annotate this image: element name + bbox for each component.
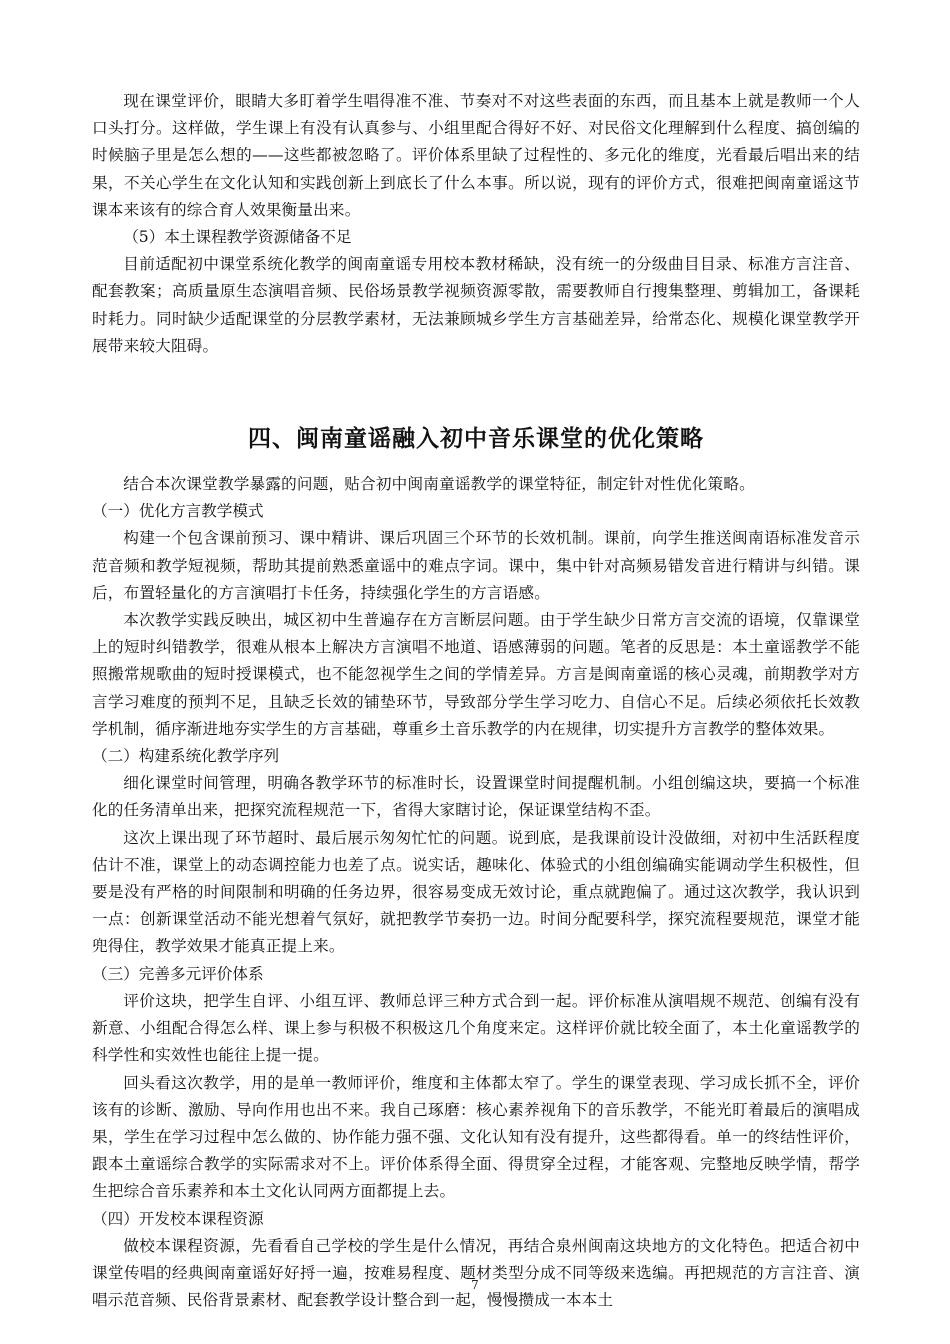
paragraph-evaluation-problem: 现在课堂评价，眼睛大多盯着学生唱得准不准、节奏对不对这些表面的东西，而且基本上就是教师一个人口头打分。这样做，学生课上有没有认真参与、小组里配合得好不好、对民俗文化理解到什么程度、搞创编的时候脑子里是怎么想的——这些都被忽略了。评价体系里缺了过程性的、多元化的维度，光看最后唱出来的结果，不关心学生在文化认知和实践创新上到底长了什么本事。所以说，现有的评价方式，很难把闽南童谣这节课本来该有的综合育人效果衡量出来。 [92,92,860,219]
paragraph-sequence-1: 细化课堂时间管理，明确各教学环节的标准时长，设置课堂时间提醒机制。小组创编这块，要搞一个标准化的任务清单出来，把探究流程规范一下，省得大家瞎讨论，保证课堂结构不歪。 [92,774,860,820]
subheading-resources-shortage: （5）本土课程教学资源储备不足 [123,228,352,247]
section-heading: 四、闽南童谣融入初中音乐课堂的优化策略 [248,426,704,453]
subheading-teaching-sequence: （二）构建系统化教学序列 [92,747,280,766]
subheading-evaluation-system: （三）完善多元评价体系 [92,964,264,983]
paragraph-evaluation-2: 回头看这次教学，用的是单一教师评价，维度和主体都太窄了。学生的课堂表现、学习成长抓不全，评价该有的诊断、激励、导向作用也出不来。我自己琢磨：核心素养视角下的音乐教学，不能光盯着最后的演唱成果，学生在学习过程中怎么做的、协作能力强不强、文化认知有没有提升，这些都得看。单一的终结性评价，跟本土童谣综合教学的实际需求对不上。评价体系得全面、得贯穿全过程，才能客观、完整地反映学情，帮学生把综合音乐素养和本土文化认同两方面都提上去。 [92,1073,860,1201]
document-page [92,88,860,1314]
paragraph-school-resources: 做校本课程资源，先看看自己学校的学生是什么情况，再结合泉州闽南这块地方的文化特色。把适合初中课堂传唱的经典闽南童谣好好捋一遍，按难易程度、题材类型分成不同等级来选编。再把规范的方言注音、演唱示范音频、民俗背景素材、配套教学设计整合到一起，慢慢攒成一本本土 [92,1236,860,1310]
paragraph-dialect-1: 构建一个包含课前预习、课中精讲、课后巩固三个环节的长效机制。课前，向学生推送闽南语标准发音示范音频和教学短视频，帮助其提前熟悉童谣中的难点字词。课中，集中针对高频易错发音进行精讲与纠错。课后，布置轻量化的方言演唱打卡任务，持续强化学生的方言语感。 [92,529,860,602]
paragraph-sequence-2: 这次上课出现了环节超时、最后展示匆匆忙忙的问题。说到底，是我课前设计没做细，对初中生活跃程度估计不准，课堂上的动态调控能力也差了点。说实话，趣味化、体验式的小组创编确实能调动学生积极性，但要是没有严格的时间限制和明确的任务边界，很容易变成无效讨论，重点就跑偏了。通过这次教学，我认识到一点：创新课堂活动不能光想着气氛好，就把教学节奏扔一边。时间分配要科学，探究流程要规范，课堂才能兜得住，教学效果才能真正提上来。 [92,828,860,956]
subheading-dialect-teaching: （一）优化方言教学模式 [92,502,264,521]
paragraph-dialect-2: 本次教学实践反映出，城区初中生普遍存在方言断层问题。由于学生缺少日常方言交流的语境，仅靠课堂上的短时纠错教学，很难从根本上解决方言演唱不地道、语感薄弱的问题。笔者的反思是：本土童谣教学不能照搬常规歌曲的短时授课模式，也不能忽视学生之间的学情差异。方言是闽南童谣的核心灵魂，前期教学对方言学习难度的预判不足，且缺乏长效的铺垫环节，导致部分学生学习吃力、自信心不足。后续必须依托长效教学机制，循序渐进地夯实学生的方言基础，尊重乡土音乐教学的内在规律，切实提升方言教学的整体效果。 [92,611,860,738]
section-intro: 结合本次课堂教学暴露的问题，贴合初中闽南童谣教学的课堂特征，制定针对性优化策略。 [123,475,755,494]
subheading-school-resources: （四）开发校本课程资源 [92,1209,264,1228]
paragraph-evaluation-1: 评价这块，把学生自评、小组互评、教师总评三种方式合到一起。评价标准从演唱规不规范、创编有没有新意、小组配合得怎么样、课上参与积极不积极这几个角度来定。这样评价就比较全面了，本土化童谣教学的科学性和实效性也能往上提一提。 [92,991,860,1065]
paragraph-resources-shortage: 目前适配初中课堂系统化教学的闽南童谣专用校本教材稀缺，没有统一的分级曲目目录、标准方言注音、配套教案；高质量原生态演唱音频、民俗场景教学视频资源零散，需要教师自行搜集整理、剪辑加工，备课耗时耗力。同时缺少适配课堂的分层教学素材，无法兼顾城乡学生方言基础差异，给常态化、规模化课堂教学开展带来较大阻碍。 [92,255,860,355]
page-number: 7 [471,1278,479,1292]
